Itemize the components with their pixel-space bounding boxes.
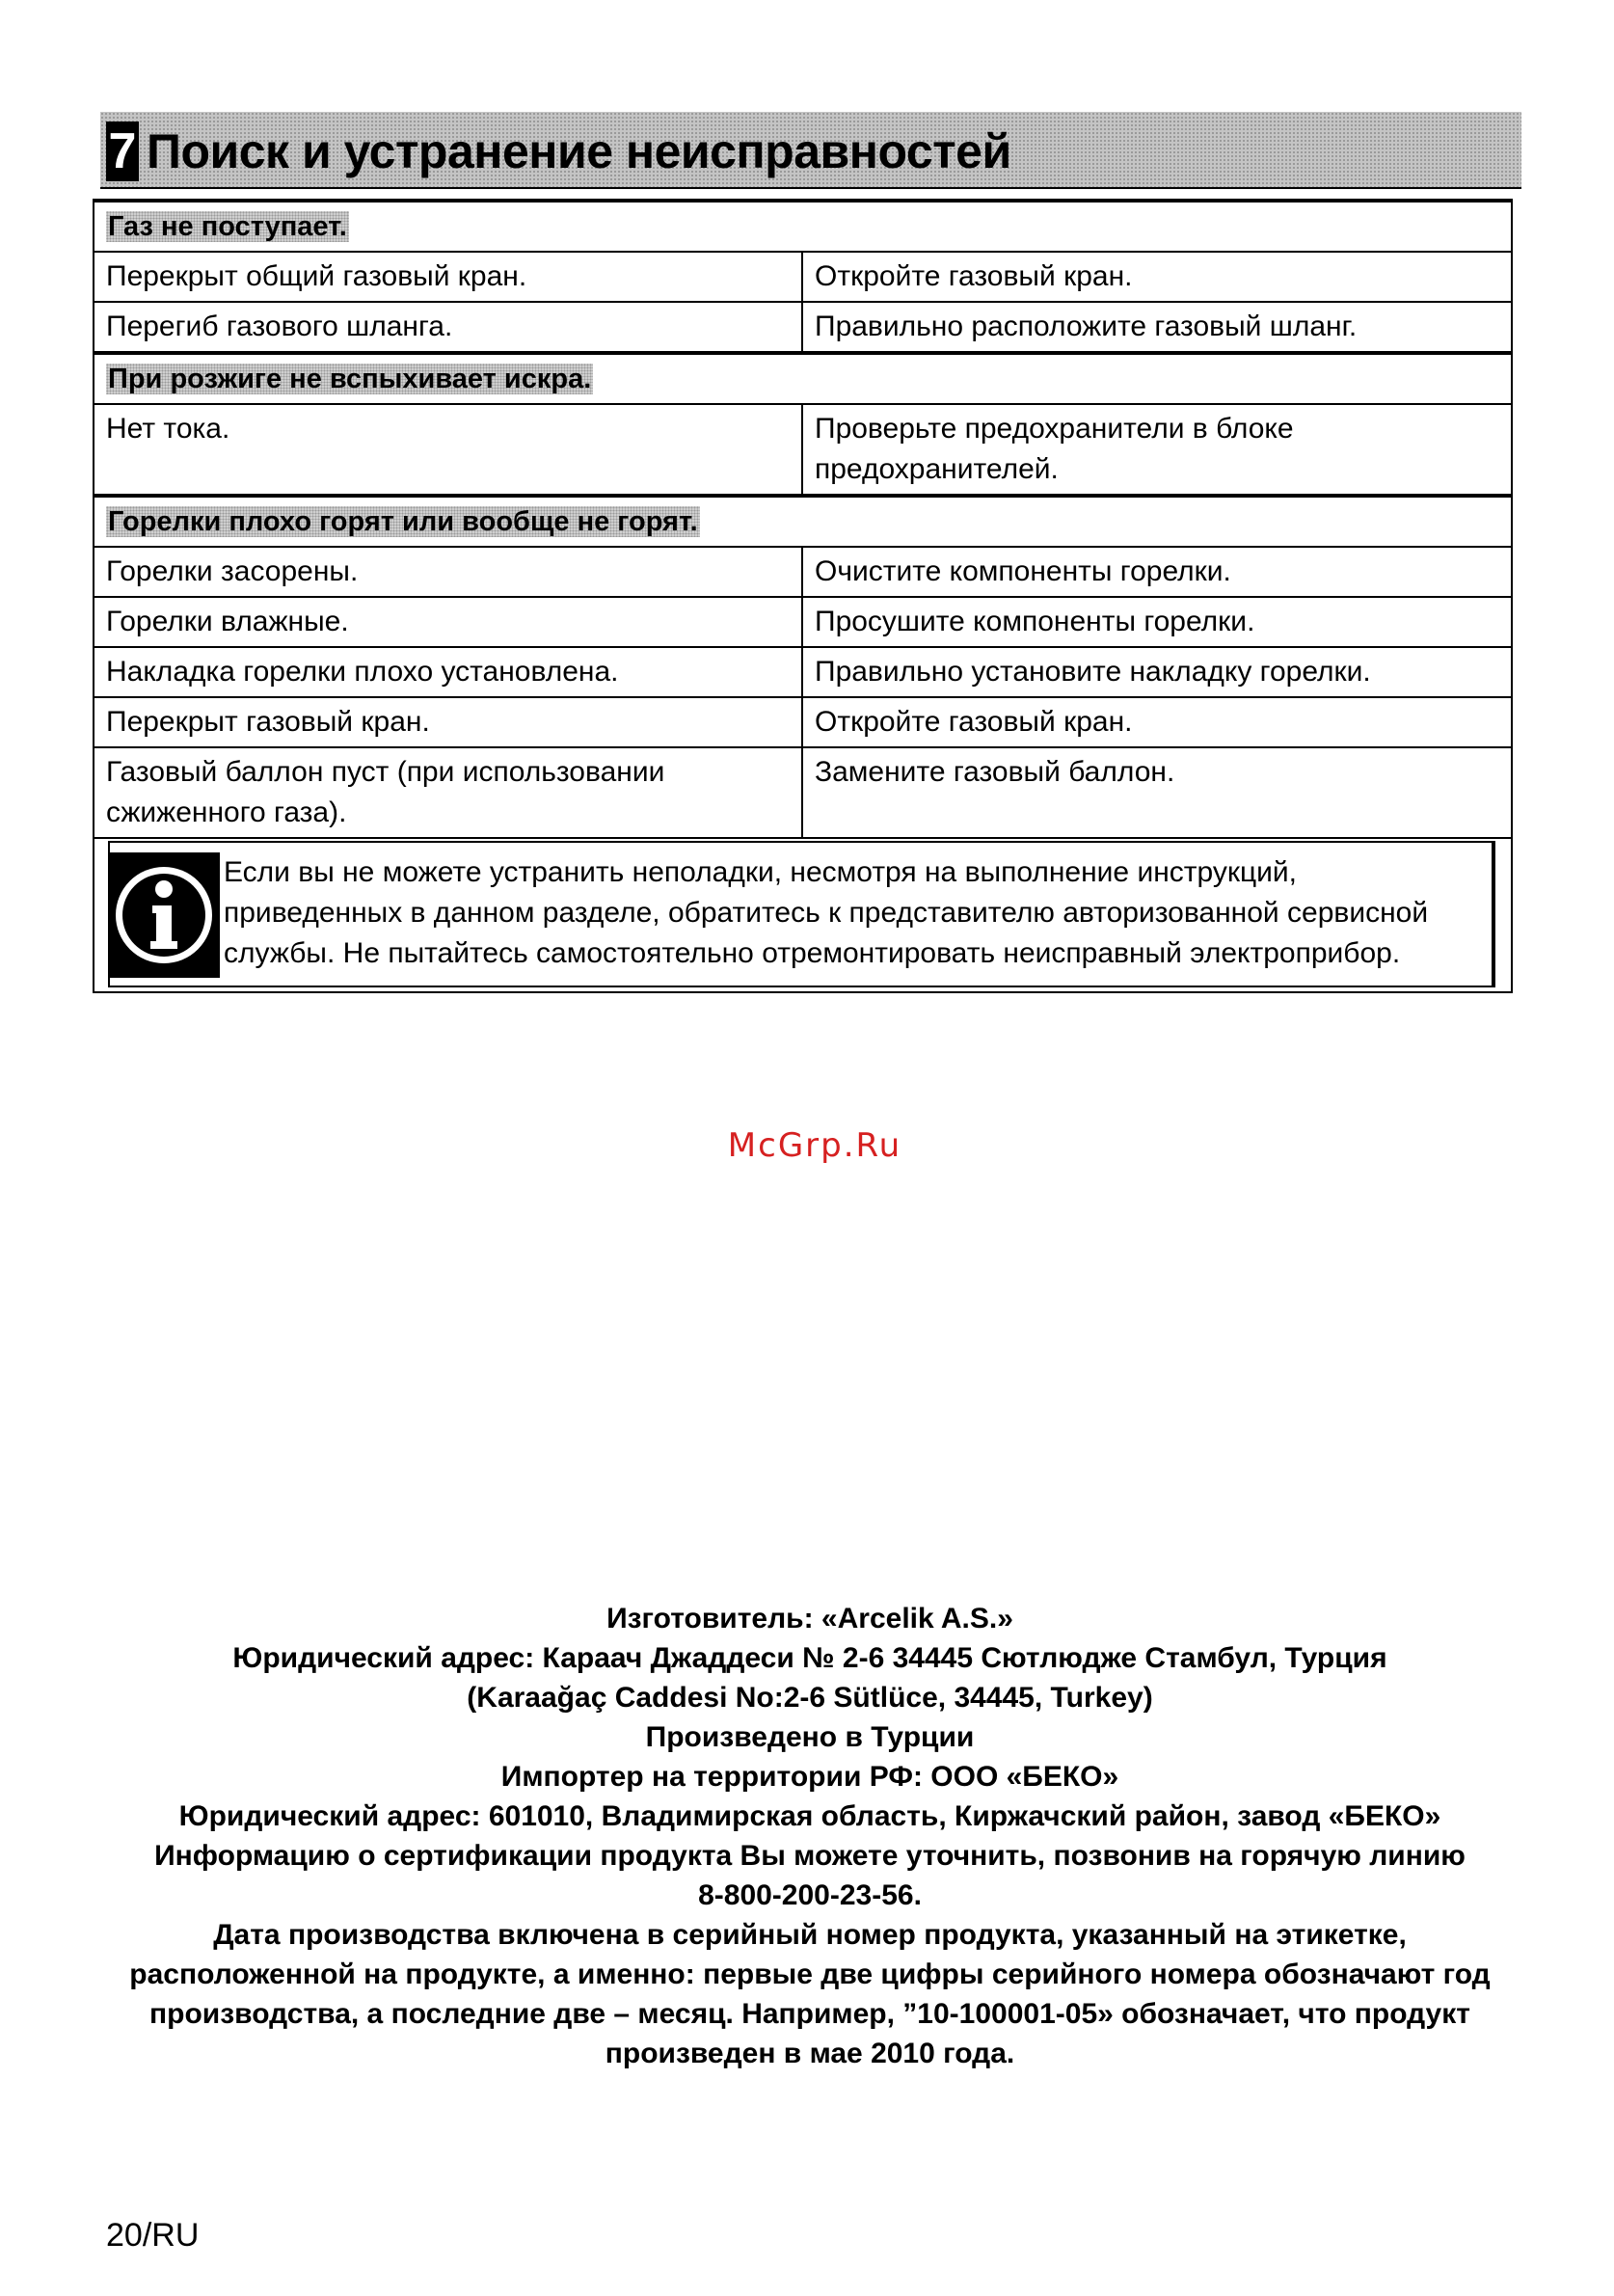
problem-cell: Горелки засорены. [94,547,802,597]
importer: Импортер на территории РФ: ООО «БЕКО» [500,1761,1119,1793]
page-title: Поиск и устранение неисправностей [147,124,1011,178]
certification-info: Информацию о сертификации продукта Вы можете уточнить, позвонив на горячую линию [154,1840,1466,1872]
made-in: Произведено в Турции [645,1721,975,1753]
problem-cell: Перегиб газового шланга. [94,302,802,353]
solution-cell: Правильно установите накладку горелки. [802,647,1512,697]
problem-cell: Перекрыт газовый кран. [94,697,802,747]
table-row [94,547,1512,597]
section-row [94,496,1512,547]
troubleshooting-table [93,199,1513,993]
solution-cell: Просушите компоненты горелки. [802,597,1512,647]
problem-cell: Перекрыт общий газовый кран. [94,252,802,302]
manufacturer: Изготовитель: «Arcelik A.S.» [606,1603,1013,1634]
table-row [94,252,1512,302]
info-icon [108,852,220,978]
production-date-info: Дата производства включена в серийный номер продукта, указанный на этикетке, расположенной на продукте, а именно: первые две цифры серийного номера обозначают год производства, а последние две – месяц. Например, ”10-100001-05» обозначает, что продукт произведен в мае 2010 года. [129,1919,1491,2069]
solution-cell: Откройте газовый кран. [802,697,1512,747]
table-row [94,747,1512,838]
legal-address-latin: (Karaağaç Caddesi No:2-6 Sütlüce, 34445, Turkey) [467,1682,1153,1714]
legal-address: Юридический адрес: Караач Джаддеси № 2-6 34445 Сютлюдже Стамбул, Турция [232,1642,1387,1674]
problem-cell: Накладка горелки плохо установлена. [94,647,802,697]
info-notice [108,841,1495,987]
solution-cell: Очистите компоненты горелки. [802,547,1512,597]
table-row [94,302,1512,353]
importer-address: Юридический адрес: 601010, Владимирская область, Киржачский район, завод «БЕКО» [178,1800,1441,1832]
solution-cell: Замените газовый баллон. [802,747,1512,838]
section-number: 7 [106,122,139,181]
problem-cell: Нет тока. [94,404,802,496]
problem-cell: Газовый баллон пуст (при использовании сжиженного газа). [94,747,802,838]
notice-text: Если вы не можете устранить неполадки, несмотря на выполнение инструкций, приведенных в данном разделе, обратитесь к представителю авторизованной сервисной службы. Не пытайтесь самостоятельно отремонтировать неисправный электроприбор. [224,856,1429,969]
section-row [94,353,1512,404]
manufacturer-info [106,1599,1514,2073]
notice-row [94,838,1512,992]
problem-cell: Горелки влажные. [94,597,802,647]
table-row [94,697,1512,747]
hotline: 8-800-200-23-56. [698,1879,922,1911]
solution-cell: Проверьте предохранители в блоке предохранителей. [802,404,1512,496]
solution-cell: Правильно расположите газовый шланг. [802,302,1512,353]
solution-cell: Откройте газовый кран. [802,252,1512,302]
section-heading [100,112,1521,189]
table-row [94,647,1512,697]
watermark: McGrp.Ru [727,1126,902,1165]
table-row [94,404,1512,496]
table-row [94,597,1512,647]
page-number: 20/RU [106,2217,200,2254]
section-title: При розжиге не вспыхивает искра. [94,353,1512,404]
section-title: Газ не поступает. [94,201,1512,252]
section-title: Горелки плохо горят или вообще не горят. [94,496,1512,547]
section-row [94,201,1512,252]
